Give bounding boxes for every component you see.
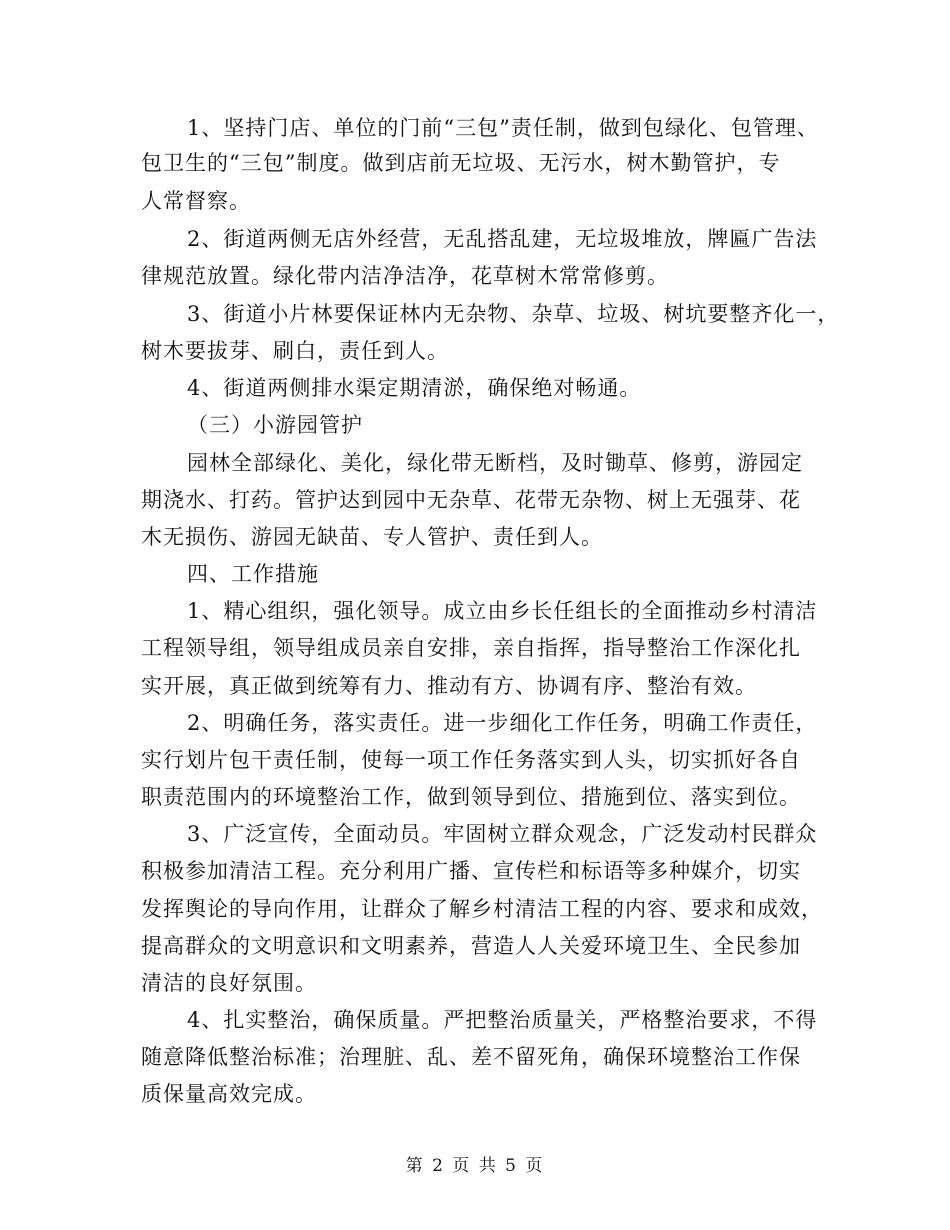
- text-line: 1、坚持门店、单位的门前“三包”责任制，做到包绿化、包管理、: [187, 116, 819, 140]
- text-line: 期浇水、打药。管护达到园中无杂草、花带无杂物、树上无强芽、花: [141, 488, 801, 512]
- text-line: 实行划片包干责任制，使每一项工作任务落实到人头，切实抓好各自: [141, 748, 801, 772]
- section-heading: 四、工作措施: [187, 562, 319, 586]
- text-line: 律规范放置。绿化带内洁净洁净，花草树木常常修剪。: [141, 264, 669, 288]
- text-line: 树木要拔芽、刷白，责任到人。: [141, 339, 449, 363]
- text-line: 4、扎实整治，确保质量。严把整治质量关，严格整治要求，不得: [187, 1008, 818, 1032]
- text-line: 清洁的良好氛围。: [141, 971, 317, 995]
- text-line: 木无损伤、游园无缺苗、专人管护、责任到人。: [141, 525, 603, 549]
- text-line: 工程领导组，领导组成员亲自安排，亲自指挥，指导整治工作深化扎: [141, 636, 801, 660]
- text-line: 2、街道两侧无店外经营，无乱搭乱建，无垃圾堆放，牌匾广告法: [187, 227, 818, 251]
- text-line: 发挥舆论的导向作用，让群众了解乡村清洁工程的内容、要求和成效，: [141, 897, 823, 921]
- text-line: 3、广泛宣传，全面动员。牢固树立群众观念，广泛发动村民群众: [187, 822, 818, 846]
- text-line: 职责范围内的环境整治工作，做到领导到位、措施到位、落实到位。: [141, 785, 801, 809]
- text-line: 积极参加清洁工程。充分利用广播、宣传栏和标语等多种媒介，切实: [141, 859, 801, 883]
- text-line: 提高群众的文明意识和文明素养，营造人人关爱环境卫生、全民参加: [141, 934, 801, 958]
- text-line: 实开展，真正做到统筹有力、推动有方、协调有序、整治有效。: [141, 674, 757, 698]
- text-line: 人常督察。: [141, 189, 251, 213]
- text-line: 质保量高效完成。: [141, 1082, 317, 1106]
- text-line: 1、精心组织，强化领导。成立由乡长任组长的全面推动乡村清洁: [187, 599, 818, 623]
- page-number-footer: 第 2 页 共 5 页: [405, 1156, 545, 1176]
- text-line: 2、明确任务，落实责任。进一步细化工作任务，明确工作责任，: [187, 711, 818, 735]
- section-heading: （三）小游园管护: [187, 413, 363, 437]
- text-line: 4、街道两侧排水渠定期清淤，确保绝对畅通。: [187, 376, 642, 400]
- text-line: 随意降低整治标准；治理脏、乱、差不留死角，确保环境整治工作保: [141, 1045, 801, 1069]
- text-line: 3、街道小片林要保证林内无杂物、杂草、垃圾、树坑要整齐化一，: [187, 302, 840, 326]
- text-line: 包卫生的“三包”制度。做到店前无垃圾、无污水，树木勤管护，专: [141, 151, 781, 175]
- text-line: 园林全部绿化、美化，绿化带无断档，及时锄草、修剪，游园定: [187, 451, 803, 475]
